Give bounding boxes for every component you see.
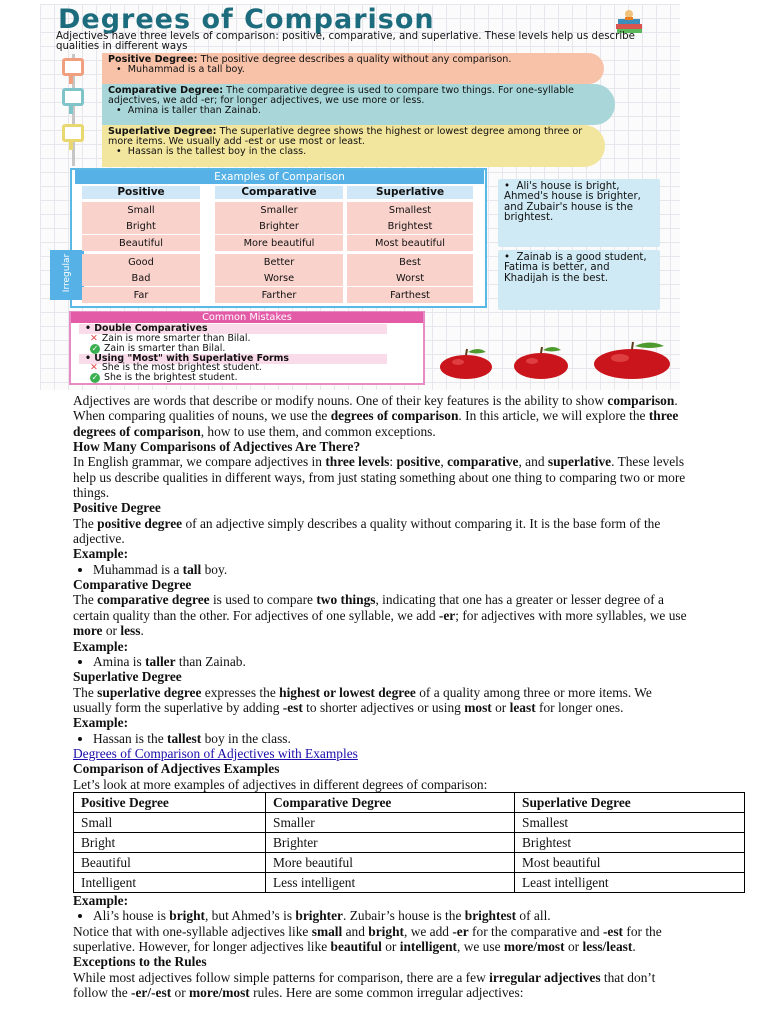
- x-icon: ✕: [90, 333, 98, 344]
- table-row: [74, 872, 745, 892]
- table-cell: Small: [74, 812, 266, 832]
- card-text: The comparative degree is used to compare two things. For one-syllable adjectives, we add -er; for longer adjectives, we use more or less.: [108, 85, 574, 106]
- example-cell: Smallest: [347, 202, 473, 218]
- check-icon: ✓: [91, 373, 99, 382]
- mistake-wrong-text: She is the most brightest student.: [101, 362, 262, 373]
- text-run: .: [140, 623, 144, 639]
- text-run: , we add: [404, 923, 453, 939]
- mistake-right-text: Zain is smarter than Bilal.: [104, 343, 226, 354]
- table-cell: Least intelligent: [515, 872, 745, 892]
- example-cell: Farthest: [347, 287, 473, 303]
- table-row: [74, 852, 745, 872]
- text-run: for the superlative. However, for longer adjectives like: [73, 923, 662, 954]
- example-label: Example:: [73, 715, 129, 731]
- mistake-right: [90, 373, 238, 383]
- table-body: [74, 812, 745, 892]
- card-example-text: Hassan is the tallest boy in the class.: [127, 146, 307, 157]
- examples-link[interactable]: Degrees of Comparison of Adjectives with Examples: [73, 745, 358, 761]
- exceptions-paragraph: [73, 970, 693, 1001]
- heading-how-many: How Many Comparisons of Adjectives Are There?: [73, 439, 361, 455]
- bold-term: more/most: [189, 985, 250, 1000]
- bold-term: three degrees of comparison: [73, 408, 679, 439]
- bold-term: comparative degree: [97, 592, 210, 608]
- bold-term: superlative: [547, 454, 612, 470]
- superlative-degree-card: [102, 125, 605, 167]
- example-list: [73, 731, 693, 746]
- text-run: , indicating that one has a greater or lesser degree of a certain quality than the other. For adjectives of one syllable, we add: [73, 592, 664, 623]
- bold-term: taller: [145, 653, 176, 669]
- text-run: to shorter adjectives or using: [302, 699, 465, 715]
- bold-term: bright: [169, 908, 205, 924]
- list-item: [93, 908, 693, 923]
- text-run: of an adjective simply describes a quality without comparing it. It is the base form of the adjective.: [73, 515, 661, 547]
- text-run: of a quality among three or more items. We usually form the superlative by adding: [73, 684, 652, 715]
- example-cell: Better: [215, 254, 343, 270]
- apple-icon: [438, 346, 494, 380]
- bold-term: -er: [438, 607, 456, 623]
- timeline-node-superlative: [62, 124, 84, 142]
- intro-paragraph: [73, 393, 693, 439]
- heading-comparative: Comparative Degree: [73, 577, 192, 593]
- text-run: , but Ahmed’s is: [204, 908, 296, 924]
- bold-term: three levels: [325, 454, 390, 470]
- superlative-paragraph: [73, 685, 693, 716]
- text-run: ; for adjectives with more syllables, we use: [455, 607, 687, 623]
- text-run: or: [102, 623, 121, 639]
- bold-term: superlative degree: [97, 684, 202, 700]
- table-cell: Brightest: [515, 832, 745, 852]
- text-run: than Zainab.: [175, 653, 246, 669]
- col-head-positive: Positive: [82, 186, 200, 199]
- notice-paragraph: [73, 924, 693, 955]
- card-example: • Hassan is the tallest boy in the class.: [116, 146, 307, 157]
- bold-term: comparison: [607, 393, 675, 408]
- heading-exceptions: Exceptions to the Rules: [73, 954, 207, 970]
- table-header-row: [74, 792, 745, 812]
- text-run: boy in the class.: [201, 730, 291, 746]
- timeline-stem: [69, 106, 73, 114]
- table-header-cell: Comparative Degree: [266, 792, 515, 812]
- example-cell: Small: [82, 202, 200, 218]
- card-label: Superlative Degree:: [108, 126, 217, 137]
- bold-term: -er/-est: [131, 985, 172, 1000]
- card-example-text: Amina is taller than Zainab.: [127, 105, 261, 116]
- example-label: Example:: [73, 546, 129, 562]
- table-cell: Intelligent: [74, 872, 266, 892]
- bold-term: small: [311, 923, 343, 939]
- text-run: . When comparing qualities of nouns, we use the: [73, 393, 678, 424]
- text-run: Muhammad is a: [93, 561, 183, 577]
- timeline-stem: [69, 142, 73, 150]
- apple-icon: [592, 340, 674, 380]
- text-run: or: [171, 985, 190, 1000]
- side-note-text: Zainab is a good student, Fatima is better, and Khadijah is the best.: [504, 252, 647, 284]
- mistake-heading-text: Using "Most" with Superlative Forms: [94, 353, 290, 364]
- text-run: The: [73, 592, 98, 608]
- text-run: Amina is: [93, 653, 146, 669]
- list-item: [93, 731, 693, 746]
- bold-term: most: [464, 699, 492, 715]
- example-label: Example:: [73, 892, 129, 908]
- text-run: for longer ones.: [535, 699, 624, 715]
- text-run: or: [381, 938, 400, 954]
- example-cell: Best: [347, 254, 473, 270]
- table-row: [74, 832, 745, 852]
- text-run: ,: [440, 454, 448, 470]
- bold-term: beautiful: [330, 938, 382, 954]
- text-run: rules. Here are some common irregular adjectives:: [249, 985, 524, 1000]
- positive-degree-card: [102, 53, 604, 84]
- bold-term: bright: [368, 923, 404, 939]
- mistake-heading-text: Double Comparatives: [94, 323, 208, 334]
- comparative-paragraph: [73, 592, 693, 638]
- example-cell: Most beautiful: [347, 235, 473, 251]
- infographic-image: [40, 4, 680, 390]
- example-list: [73, 654, 693, 669]
- bold-term: less: [120, 623, 141, 639]
- mistake-heading: • Double Comparatives: [79, 324, 387, 334]
- x-icon: ✕: [90, 362, 98, 373]
- text-run: , and: [518, 454, 548, 470]
- bold-term: positive degree: [97, 515, 183, 531]
- text-run: for the comparative and: [468, 923, 603, 939]
- bold-term: tall: [182, 561, 202, 577]
- example-list: [73, 908, 693, 923]
- bold-term: brightest: [464, 908, 517, 924]
- text-run: .: [632, 938, 636, 954]
- card-text: The superlative degree shows the highest or lowest degree among three or more items. We usually add -est or use most or least.: [108, 126, 583, 147]
- example-cell: Smaller: [215, 202, 343, 218]
- examples-title: Examples of Comparison: [75, 170, 484, 184]
- table-cell: More beautiful: [266, 852, 515, 872]
- text-run: . In this article, we will explore the: [458, 408, 649, 424]
- example-cell: Worst: [347, 270, 473, 286]
- text-run: Hassan is the: [93, 730, 168, 746]
- irregular-label: Irregular: [62, 253, 72, 293]
- col-head-comparative: Comparative: [215, 186, 343, 199]
- text-run: that don’t follow the: [73, 969, 656, 1000]
- text-run: In English grammar, we compare adjectives in: [73, 454, 326, 470]
- table-cell: Smallest: [515, 812, 745, 832]
- card-example-text: Muhammad is a tall boy.: [127, 64, 245, 75]
- examples-intro: Let’s look at more examples of adjectives in different degrees of comparison:: [73, 776, 488, 792]
- example-cell: Brighter: [215, 218, 343, 234]
- table-header-cell: Positive Degree: [74, 792, 266, 812]
- article-body: [73, 393, 693, 1000]
- text-run: The: [73, 684, 98, 700]
- bold-term: least: [509, 699, 536, 715]
- example-cell: Good: [82, 254, 200, 270]
- heading-examples: Comparison of Adjectives Examples: [73, 761, 280, 777]
- text-run: , how to use them, and common exceptions.: [200, 423, 436, 439]
- bold-term: highest or lowest degree: [279, 684, 416, 700]
- common-mistakes-title: Common Mistakes: [71, 312, 423, 323]
- side-note-text: Ali's house is bright, Ahmed's house is brighter, and Zubair's house is the brightest.: [504, 181, 641, 223]
- table-cell: Bright: [74, 832, 266, 852]
- card-text: The positive degree describes a quality without any comparison.: [197, 54, 512, 65]
- example-label: Example:: [73, 638, 129, 654]
- infographic-title: Degrees of Comparison: [58, 4, 435, 35]
- timeline-node-comparative: [62, 88, 84, 106]
- bold-term: -est: [602, 923, 624, 939]
- card-label: Comparative Degree:: [108, 85, 224, 96]
- example-cell: Far: [82, 287, 200, 303]
- comparison-table: [73, 792, 745, 893]
- card-label: Positive Degree:: [108, 54, 198, 65]
- bold-term: more: [73, 623, 103, 639]
- table-cell: Brighter: [266, 832, 515, 852]
- text-run: and: [342, 923, 369, 939]
- text-run: , we use: [457, 938, 504, 954]
- table-cell: Smaller: [266, 812, 515, 832]
- text-run: Notice that with one-syllable adjectives like: [73, 923, 312, 939]
- table-cell: Beautiful: [74, 852, 266, 872]
- text-run: Adjectives are words that describe or modify nouns. One of their key features is the ability to show: [73, 393, 608, 408]
- check-icon: ✓: [91, 344, 99, 353]
- bold-term: more/most: [503, 938, 565, 954]
- bold-term: comparative: [447, 454, 519, 470]
- irregular-tab: [50, 250, 84, 300]
- text-run: . These levels help us describe qualities in different ways, from just stating something about one thing to comparing two or more things.: [73, 454, 686, 501]
- timeline-node-positive: [62, 58, 84, 76]
- example-cell: Farther: [215, 287, 343, 303]
- side-note-bright: • Ali's house is bright, Ahmed's house is brighter, and Zubair's house is the brightest.: [498, 179, 660, 247]
- levels-paragraph: [73, 454, 693, 500]
- table-header-cell: Superlative Degree: [515, 792, 745, 812]
- list-item: [93, 562, 693, 577]
- example-list: [73, 562, 693, 577]
- bold-term: irregular adjectives: [489, 969, 601, 985]
- text-run: is used to compare: [209, 592, 317, 608]
- apple-icon: [512, 344, 570, 380]
- example-cell: Worse: [215, 270, 343, 286]
- card-example: • Amina is taller than Zainab.: [116, 105, 261, 116]
- example-cell: Bad: [82, 270, 200, 286]
- bold-term: -est: [282, 699, 303, 715]
- text-run: While most adjectives follow simple patterns for comparison, there are a few: [73, 969, 490, 985]
- text-run: of all.: [516, 908, 551, 924]
- list-item: [93, 654, 693, 669]
- example-cell: Beautiful: [82, 235, 200, 251]
- text-run: boy.: [201, 561, 228, 577]
- positive-paragraph: [73, 516, 693, 547]
- mistake-right-text: She is the brightest student.: [104, 372, 238, 383]
- timeline-stem: [69, 76, 73, 84]
- text-run: or: [564, 938, 583, 954]
- table-row: [74, 812, 745, 832]
- text-run: or: [491, 699, 510, 715]
- bold-term: less/least: [582, 938, 633, 954]
- example-cell: Bright: [82, 218, 200, 234]
- mistake-heading: • Using "Most" with Superlative Forms: [79, 354, 387, 364]
- card-example: • Muhammad is a tall boy.: [116, 64, 245, 75]
- example-cell: Brightest: [347, 218, 473, 234]
- col-head-superlative: Superlative: [347, 186, 473, 199]
- text-run: . Zubair’s house is the: [343, 908, 465, 924]
- bold-term: two things: [316, 592, 376, 608]
- text-run: Ali’s house is: [93, 908, 170, 924]
- bold-term: brighter: [295, 908, 343, 924]
- bold-term: -er: [452, 923, 469, 939]
- comparative-degree-card: [102, 84, 615, 125]
- heading-superlative: Superlative Degree: [73, 669, 182, 685]
- text-run: :: [389, 454, 397, 470]
- text-run: expresses the: [201, 684, 280, 700]
- table-cell: Most beautiful: [515, 852, 745, 872]
- bold-term: intelligent: [399, 938, 457, 954]
- text-run: The: [73, 515, 98, 531]
- table-cell: Less intelligent: [266, 872, 515, 892]
- mistake-wrong-text: Zain is more smarter than Bilal.: [101, 333, 251, 344]
- bold-term: positive: [396, 454, 441, 470]
- bold-term: degrees of comparison: [330, 408, 459, 424]
- example-cell: More beautiful: [215, 235, 343, 251]
- infographic-intro: Adjectives have three levels of comparison: positive, comparative, and superlative. These levels help us describe qualities in different ways: [56, 31, 635, 52]
- heading-positive: Positive Degree: [73, 500, 161, 516]
- bold-term: tallest: [167, 730, 202, 746]
- side-note-good: • Zainab is a good student, Fatima is better, and Khadijah is the best.: [498, 250, 660, 310]
